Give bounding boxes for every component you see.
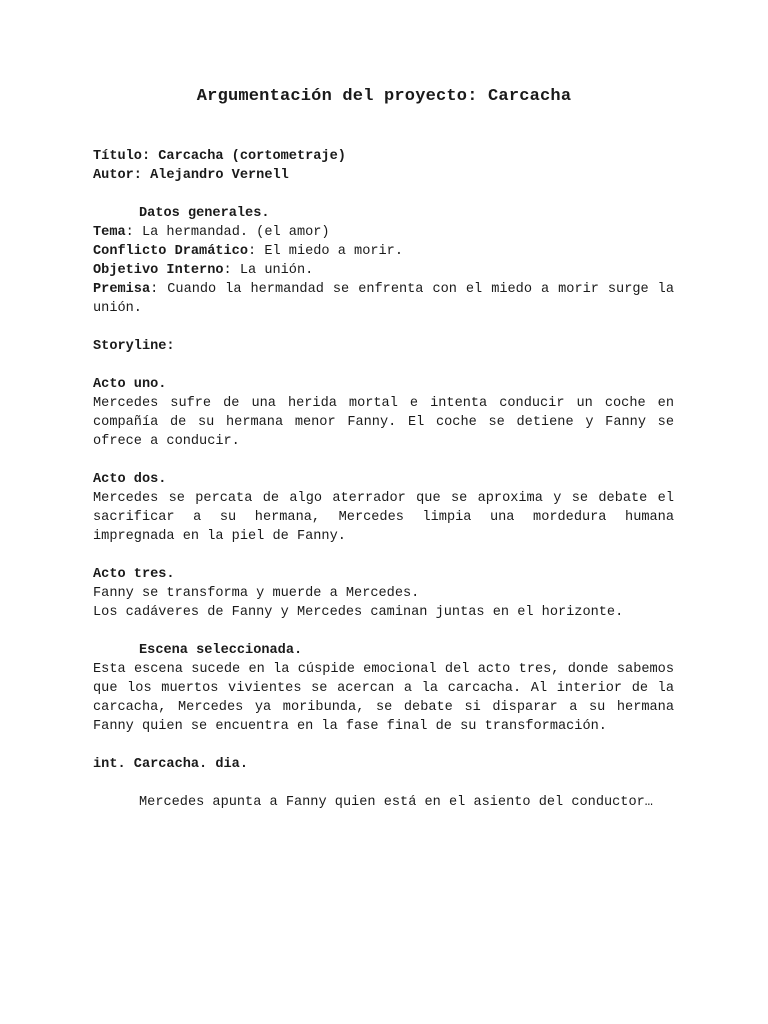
tema-value: : La hermandad. (el amor) [125, 225, 330, 240]
document-title: Argumentación del proyecto: Carcacha [196, 87, 572, 106]
conflicto-value: : El miedo a morir. [248, 244, 403, 259]
autor-value: Alejandro Vernell [141, 168, 289, 183]
premisa-paragraph [93, 280, 674, 318]
acto-tres-line1: Fanny se transforma y muerde a Mercedes. [93, 586, 420, 601]
premisa-value: : Cuando la hermandad se enfrenta con el miedo a morir surge la unión. [93, 282, 674, 316]
escena-heading: Escena seleccionada. [139, 643, 303, 658]
tema-label: Tema [93, 225, 126, 240]
acto-dos-heading: Acto dos. [93, 472, 167, 487]
acto-tres-heading: Acto tres. [93, 567, 175, 582]
objetivo-label: Objetivo Interno [93, 263, 224, 278]
conflicto-line [93, 242, 674, 261]
objetivo-line [93, 261, 674, 280]
acto-dos-text: Mercedes se percata de algo aterrador que se aproxima y se debate el sacrificar a su hermana, Mercedes limpia una mordedura humana impregnada en la piel de Fanny. [93, 491, 674, 544]
acto-uno-text: Mercedes sufre de una herida mortal e intenta conducir un coche en compañía de su hermana menor Fanny. El coche se detiene y Fanny se ofrece a conducir. [93, 396, 674, 449]
autor-label: Autor: [93, 168, 142, 183]
document-body [93, 147, 674, 812]
acto-tres-text: Los cadáveres de Fanny y Mercedes caminan juntas en el horizonte. [93, 605, 624, 620]
titulo-value: Carcacha (cortometraje) [150, 149, 346, 164]
datos-generales-heading: Datos generales. [139, 206, 270, 221]
autor-line [93, 166, 674, 185]
titulo-line [93, 147, 674, 166]
titulo-label: Título: [93, 149, 151, 164]
int-heading: int. Carcacha. dia. [93, 757, 248, 772]
acto-uno-heading: Acto uno. [93, 377, 167, 392]
objetivo-value: : La unión. [223, 263, 314, 278]
conflicto-label: Conflicto Dramático [93, 244, 248, 259]
premisa-label: Premisa [93, 282, 151, 297]
storyline-heading: Storyline: [93, 339, 175, 354]
escena-text: Esta escena sucede en la cúspide emocional del acto tres, donde sabemos que los muertos vivientes se acercan a la carcacha. Al interior de la carcacha, Mercedes ya moribunda, se debate si disparar a su hermana Fanny quien se encuentra en la fase final de su transformación. [93, 662, 674, 734]
tema-line [93, 223, 674, 242]
final-text: Mercedes apunta a Fanny quien está en el asiento del conductor… [139, 795, 653, 810]
